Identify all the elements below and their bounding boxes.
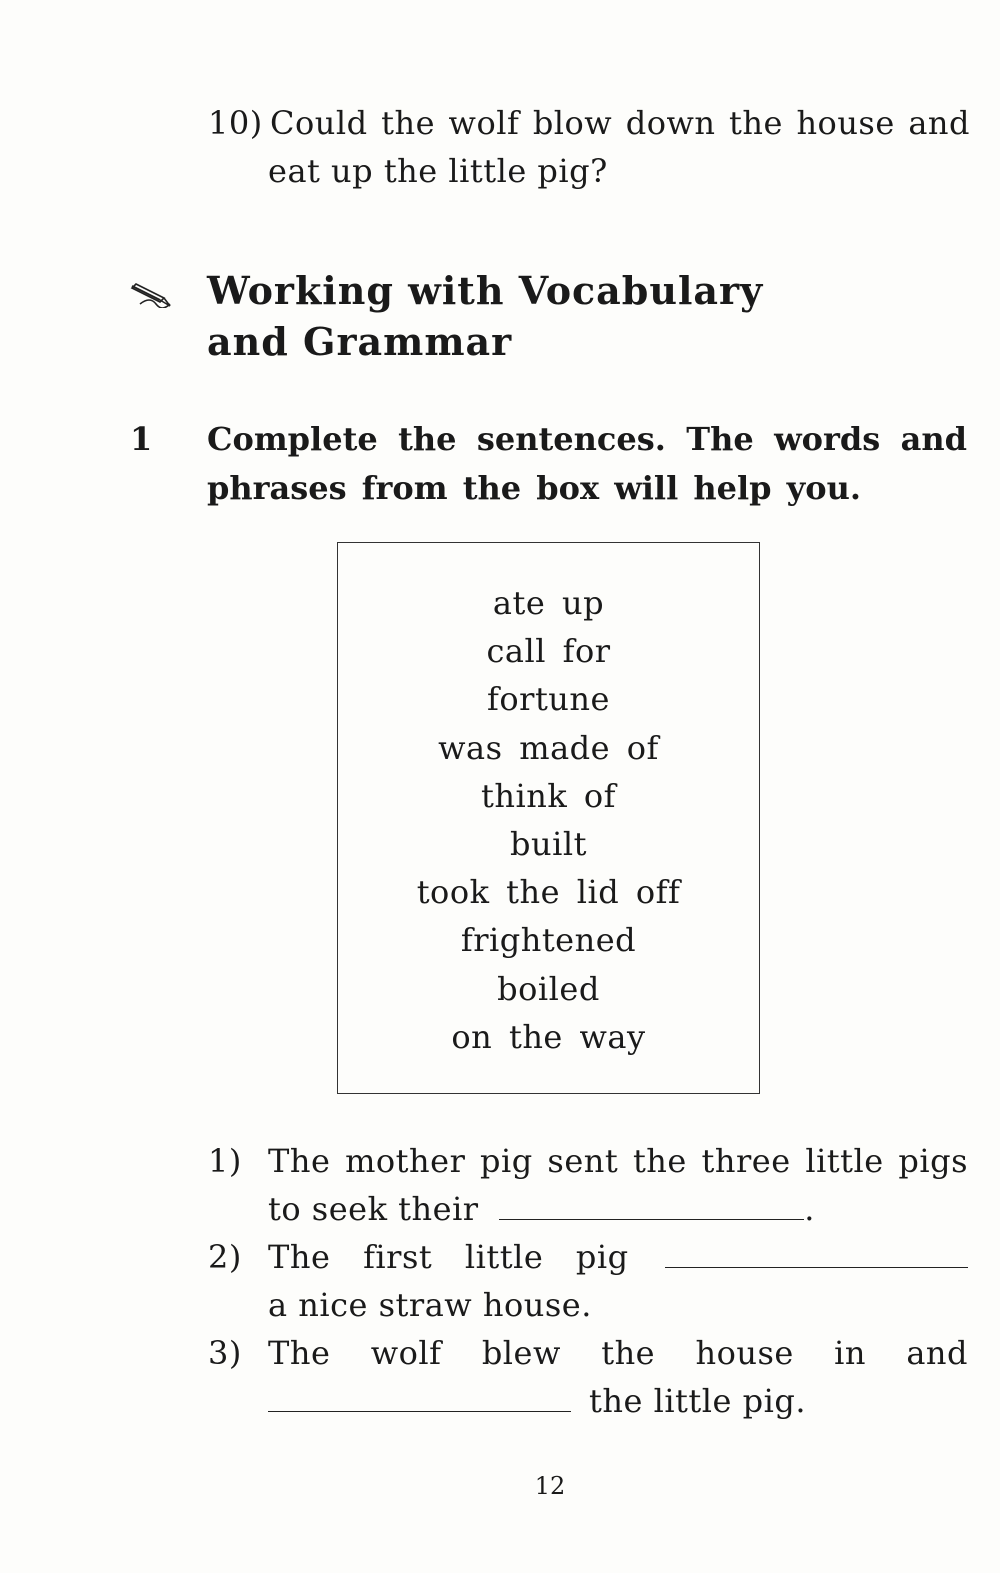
word-box-item: frightened [460, 921, 637, 960]
question-number: 10) [208, 104, 263, 142]
word-box [337, 542, 760, 1094]
item-text-after-blank: . [804, 1190, 815, 1228]
item-text-line2: a nice straw house. [268, 1286, 592, 1324]
word-box-item: built [510, 824, 587, 863]
word-box-item: fortune [487, 680, 610, 719]
word-box-item: ate up [492, 584, 605, 622]
word-box-item: boiled [497, 969, 600, 1008]
exercise-instruction-line1: Complete the sentences. The words and [207, 420, 967, 458]
exercise-number: 1 [130, 420, 153, 458]
word-box-item: was made of [438, 728, 659, 767]
word-box-item: think of [481, 776, 616, 815]
item-text-after-blank: the little pig. [589, 1382, 806, 1420]
question-text-line1: Could the wolf blow down the house and [270, 104, 970, 142]
pen-writing-icon [130, 282, 174, 308]
item-text: The first little pig [268, 1238, 629, 1276]
word-box-item: on the way [451, 1017, 646, 1056]
question-text-line2: eat up the little pig? [268, 152, 608, 190]
section-title-line2: and Grammar [207, 319, 513, 364]
section-title-line1: Working with Vocabulary [207, 268, 764, 313]
word-box-item: call for [486, 632, 611, 671]
word-box-item: took the lid off [416, 873, 681, 912]
item-text-line1: The wolf blew the house in and [268, 1334, 968, 1372]
item-text-line2 [268, 1382, 806, 1420]
item-text-before-blank: to seek their [268, 1190, 479, 1228]
item-number: 1) [208, 1142, 242, 1180]
item-text-line2 [268, 1190, 815, 1228]
answer-blank[interactable] [268, 1385, 571, 1412]
item-text-line1 [268, 1238, 968, 1276]
item-number: 3) [208, 1334, 242, 1372]
item-text-line1: The mother pig sent the three little pigs [268, 1142, 968, 1180]
answer-blank[interactable] [499, 1193, 804, 1220]
page-number: 12 [534, 1472, 566, 1500]
item-number: 2) [208, 1238, 242, 1276]
exercise-instruction-line2: phrases from the box will help you. [207, 469, 862, 507]
answer-blank[interactable] [665, 1241, 968, 1268]
